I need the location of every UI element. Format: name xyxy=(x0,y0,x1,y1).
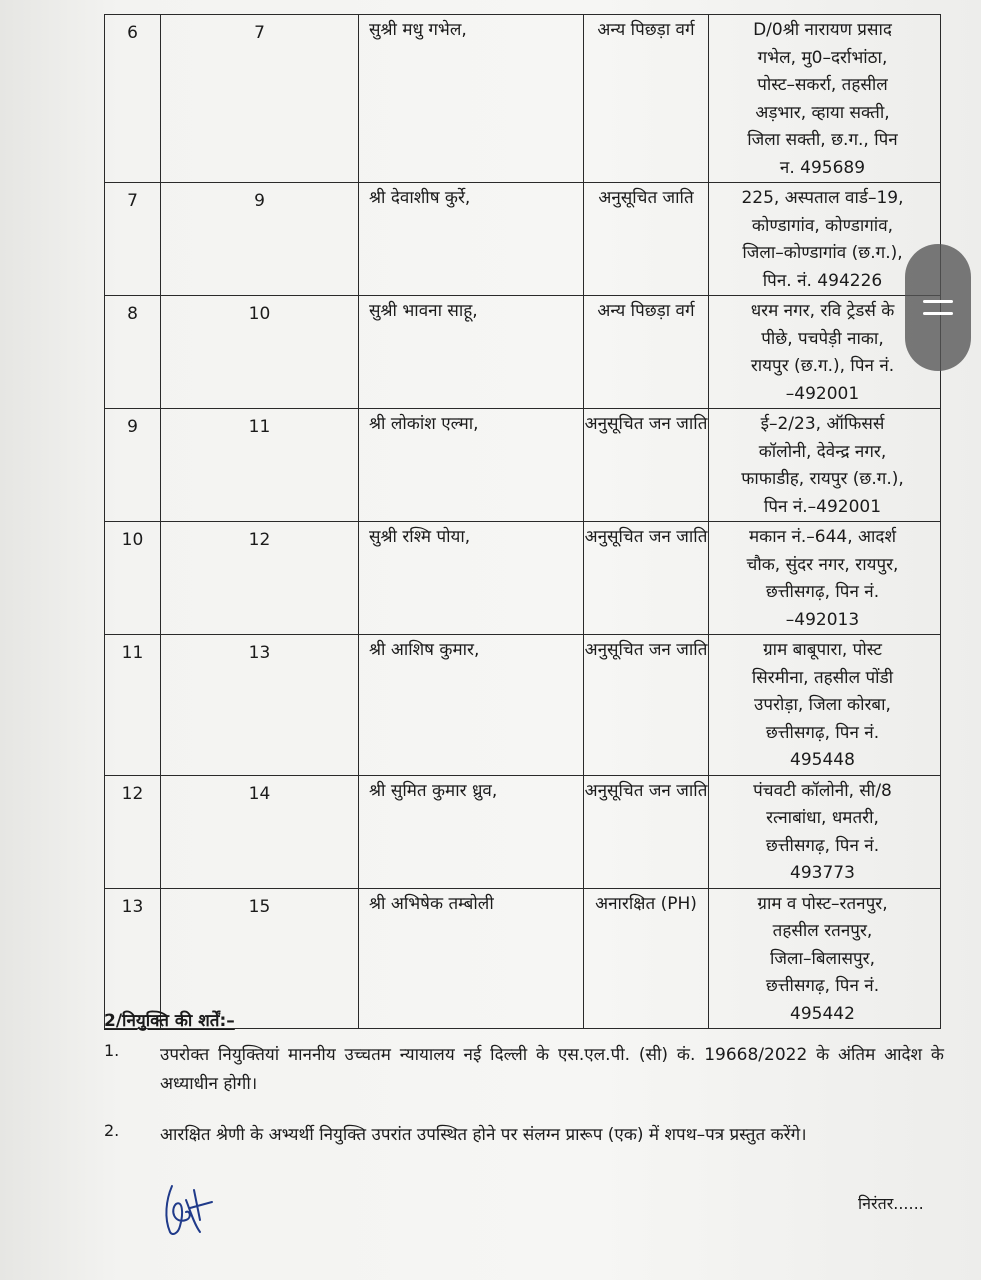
condition-text: आरक्षित श्रेणी के अभ्यर्थी नियुक्ति उपरांत उपस्थित होने पर संलग्न प्रारूप (एक) में शपथ–पत्र प्रस्तुत करेंगे। xyxy=(160,1125,807,1145)
address-text: धरम नगर, रवि ट्रेडर्स के पीछे, पचपेड़ी नाका, रायपुर (छ.ग.), पिन नं. –492001 xyxy=(750,301,895,404)
appointment-table xyxy=(104,14,941,1029)
address-text: D/0श्री नारायण प्रसाद गभेल, मु0–दर्राभांठा, पोस्ट–सकर्रा, तहसील अड़भार, व्हाया सक्ती, जिला सक्ती, छ.ग., पिन न. 495689 xyxy=(747,20,898,178)
table-row xyxy=(105,15,941,183)
table-row xyxy=(105,409,941,522)
continued-label: निरंतर...... xyxy=(858,1194,924,1213)
merit-number: 11 xyxy=(161,409,359,522)
category: अनुसूचित जन जाति xyxy=(584,522,709,635)
merit-number: 10 xyxy=(161,296,359,409)
category: अन्य पिछड़ा वर्ग xyxy=(584,15,709,183)
category: अनुसूचित जाति xyxy=(584,183,709,296)
table-row xyxy=(105,775,941,888)
merit-number: 12 xyxy=(161,522,359,635)
category: अनुसूचित जन जाति xyxy=(584,775,709,888)
table-row xyxy=(105,522,941,635)
candidate-name: श्री देवाशीष कुर्रे, xyxy=(359,183,584,296)
serial-number: 11 xyxy=(105,635,161,776)
category: अनुसूचित जन जाति xyxy=(584,409,709,522)
merit-number: 13 xyxy=(161,635,359,776)
serial-number: 12 xyxy=(105,775,161,888)
serial-number: 9 xyxy=(105,409,161,522)
merit-number: 15 xyxy=(161,888,359,1029)
address xyxy=(709,409,941,522)
condition-text: उपरोक्त नियुक्तियां माननीय उच्चतम न्यायालय नई दिल्ली के एस.एल.पी. (सी) कं. 19668/2022 के अंतिम आदेश के अध्याधीन होगी। xyxy=(160,1045,944,1094)
candidate-name: सुश्री भावना साहू, xyxy=(359,296,584,409)
condition-item xyxy=(104,1041,944,1099)
scroll-handle-line xyxy=(923,300,953,303)
address xyxy=(709,15,941,183)
serial-number: 7 xyxy=(105,183,161,296)
address xyxy=(709,775,941,888)
condition-item xyxy=(104,1121,944,1150)
serial-number: 8 xyxy=(105,296,161,409)
scroll-handle[interactable] xyxy=(905,244,971,371)
table-row xyxy=(105,183,941,296)
candidate-name: श्री सुमित कुमार ध्रुव, xyxy=(359,775,584,888)
candidate-name: सुश्री मधु गभेल, xyxy=(359,15,584,183)
condition-number: 1. xyxy=(104,1041,120,1060)
address xyxy=(709,635,941,776)
candidate-name: श्री लोकांश एल्मा, xyxy=(359,409,584,522)
candidate-name: सुश्री रश्मि पोया, xyxy=(359,522,584,635)
address-text: 225, अस्पताल वार्ड–19, कोण्डागांव, कोण्डागांव, जिला–कोण्डागांव (छ.ग.), पिन. नं. 494226 xyxy=(741,188,904,291)
table-row xyxy=(105,635,941,776)
merit-number: 7 xyxy=(161,15,359,183)
address xyxy=(709,522,941,635)
address-text: ग्राम बाबूपारा, पोस्ट सिरमीना, तहसील पोंडी उपरोड़ा, जिला कोरबा, छत्तीसगढ़, पिन नं. 495448 xyxy=(751,640,894,770)
table-body xyxy=(105,15,941,1029)
candidate-name: श्री आशिष कुमार, xyxy=(359,635,584,776)
merit-number: 9 xyxy=(161,183,359,296)
category: अनुसूचित जन जाति xyxy=(584,635,709,776)
signature-mark xyxy=(160,1180,220,1242)
merit-number: 14 xyxy=(161,775,359,888)
address-text: पंचवटी कॉलोनी, सी/8 रत्नाबांधा, धमतरी, छत्तीसगढ़, पिन नं. 493773 xyxy=(753,780,892,883)
serial-number: 13 xyxy=(105,888,161,1029)
address-text: ग्राम व पोस्ट–रतनपुर, तहसील रतनपुर, जिला–बिलासपुर, छत्तीसगढ़, पिन नं. 495442 xyxy=(757,893,888,1024)
category: अनारक्षित (PH) xyxy=(584,888,709,1029)
table-row xyxy=(105,296,941,409)
serial-number: 6 xyxy=(105,15,161,183)
address-text: ई–2/23, ऑफिसर्स कॉलोनी, देवेन्द्र नगर, फाफाडीह, रायपुर (छ.ग.), पिन नं.–492001 xyxy=(741,414,904,517)
candidate-name: श्री अभिषेक तम्बोली xyxy=(359,888,584,1029)
conditions-heading: 2/नियुक्ति की शर्तें:– xyxy=(104,1011,235,1031)
address-text: मकान नं.–644, आदर्श चौक, सुंदर नगर, रायपुर, छत्तीसगढ़, पिन नं. –492013 xyxy=(746,527,899,630)
category: अन्य पिछड़ा वर्ग xyxy=(584,296,709,409)
scroll-handle-line xyxy=(923,312,953,315)
serial-number: 10 xyxy=(105,522,161,635)
condition-number: 2. xyxy=(104,1121,120,1140)
conditions-section xyxy=(104,1008,944,1150)
